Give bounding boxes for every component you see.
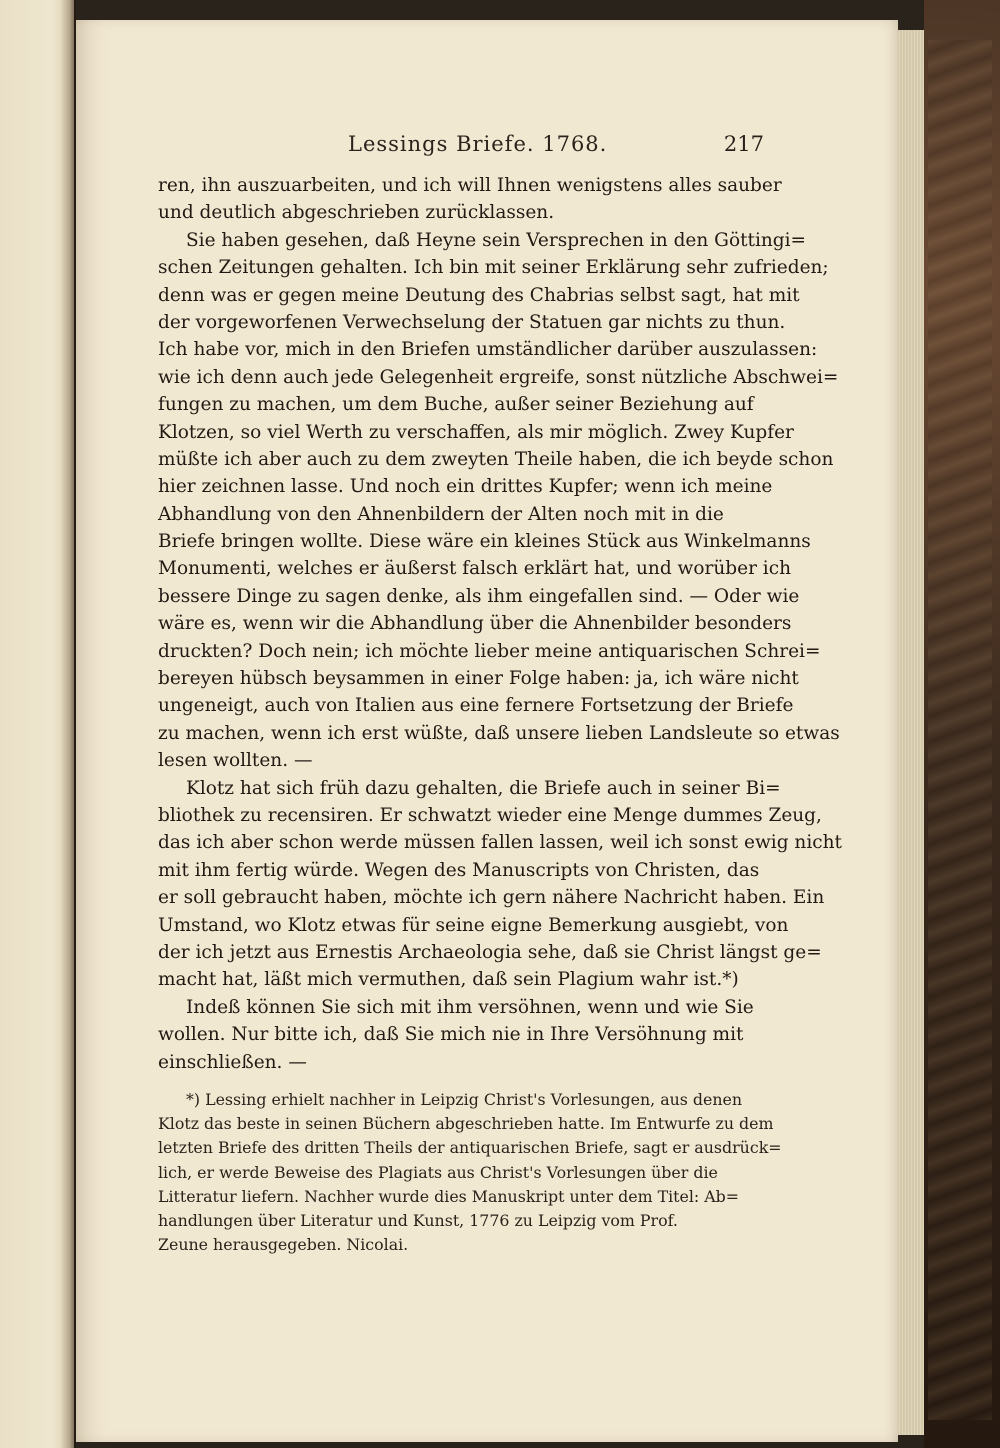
text-line: bessere Dinge zu sagen denke, als ihm eingefallen sind. — Oder wie <box>158 585 800 607</box>
text-line: wie ich denn auch jede Gelegenheit ergreife, sonst nützliche Abschwei= <box>158 366 839 388</box>
text-line: Sie haben gesehen, daß Heyne sein Versprechen in den Göttingi= <box>186 229 807 251</box>
text-line: der ich jetzt aus Ernestis Archaeologia sehe, daß sie Christ längst ge= <box>158 941 822 963</box>
text-line: lesen wollten. — <box>158 750 313 772</box>
page-header <box>158 128 764 162</box>
text-line: bereyen hübsch beysammen in einer Folge haben: ja, ich wäre nicht <box>158 668 799 690</box>
text-line: Indeß können Sie sich mit ihm versöhnen, wenn und wie Sie <box>186 996 754 1018</box>
text-line: das ich aber schon werde müssen fallen lassen, weil ich sonst ewig nicht <box>158 832 842 854</box>
text-line: Klotzen, so viel Werth zu verschaffen, als mir möglich. Zwey Kupfer <box>158 421 794 443</box>
text-line: er soll gebraucht haben, möchte ich gern nähere Nachricht haben. Ein <box>158 887 825 909</box>
text-line: bliothek zu recensiren. Er schwatzt wieder eine Menge dummes Zeug, <box>158 804 822 826</box>
text-line: macht hat, läßt mich vermuthen, daß sein Plagium wahr ist.*) <box>158 969 739 991</box>
text-line: schen Zeitungen gehalten. Ich bin mit seiner Erklärung sehr zufrieden; <box>158 257 829 279</box>
text-line: denn was er gegen meine Deutung des Chabrias selbst sagt, hat mit <box>158 284 800 306</box>
text-line: Klotz hat sich früh dazu gehalten, die Briefe auch in seiner Bi= <box>186 777 781 799</box>
text-line: Ich habe vor, mich in den Briefen umständlicher darüber auszulassen: <box>158 339 818 361</box>
footnote-line: Litteratur liefern. Nachher wurde dies Manuskript unter dem Titel: Ab= <box>158 1186 740 1206</box>
text-line: ren, ihn auszuarbeiten, und ich will Ihnen wenigstens alles sauber <box>158 175 782 196</box>
text-line: Umstand, wo Klotz etwas für seine eigne Bemerkung ausgiebt, von <box>158 914 789 936</box>
text-line: wollen. Nur bitte ich, daß Sie mich nie in Ihre Versöhnung mit <box>158 1024 744 1046</box>
footnote-line: *) Lessing erhielt nachher in Leipzig Christ's Vorlesungen, aus denen <box>186 1090 743 1109</box>
footnote-line: letzten Briefe des dritten Theils der antiquarischen Briefe, sagt er ausdrück= <box>158 1138 782 1158</box>
text-line: ungeneigt, auch von Italien aus eine fernere Fortsetzung der Briefe <box>158 695 794 717</box>
text-line: Abhandlung von den Ahnenbildern der Alten noch mit in die <box>158 503 724 525</box>
text-line: zu machen, wenn ich erst wüßte, daß unsere lieben Landsleute so etwas <box>158 722 840 744</box>
text-line: mit ihm fertig würde. Wegen des Manuscripts von Christen, das <box>158 859 760 881</box>
text-line: einschließen. — <box>158 1051 307 1073</box>
text-line: Briefe bringen wollte. Diese wäre ein kleines Stück aus Winkelmanns <box>158 531 811 553</box>
main-text <box>158 172 842 1076</box>
text-line: der vorgeworfenen Verwechselung der Statuen gar nichts zu thun. <box>158 311 786 333</box>
text-line: hier zeichnen lasse. Und noch ein drittes Kupfer; wenn ich meine <box>158 476 773 498</box>
text-line: fungen zu machen, um dem Buche, außer seiner Beziehung auf <box>158 394 754 416</box>
text-line: druckten? Doch nein; ich möchte lieber meine antiquarischen Schrei= <box>158 640 821 662</box>
book-gutter <box>60 0 76 1448</box>
text-line: wäre es, wenn wir die Abhandlung über die Ahnenbilder besonders <box>158 613 792 635</box>
text-line: müßte ich aber auch zu dem zweyten Theile haben, die ich beyde schon <box>158 448 834 470</box>
marbled-cover-texture <box>928 40 992 1420</box>
footnote <box>158 1088 782 1257</box>
page-number: 217 <box>723 132 764 156</box>
running-title: Lessings Briefe. 1768. <box>348 132 608 156</box>
footnote-line: lich, er werde Beweise des Plagiats aus Christ's Vorlesungen über die <box>158 1162 718 1182</box>
footnote-line: Klotz das beste in seinen Büchern abgeschrieben hatte. Im Entwurfe zu dem <box>158 1114 774 1134</box>
footnote-line: Zeune herausgegeben. Nicolai. <box>158 1235 409 1255</box>
page-block-edges <box>898 30 924 1435</box>
text-line: Monumenti, welches er äußerst falsch erklärt hat, und worüber ich <box>158 558 791 580</box>
footnote-line: handlungen über Literatur und Kunst, 1776 zu Leipzig vom Prof. <box>158 1210 678 1230</box>
text-line: und deutlich abgeschrieben zurücklassen. <box>158 202 555 224</box>
